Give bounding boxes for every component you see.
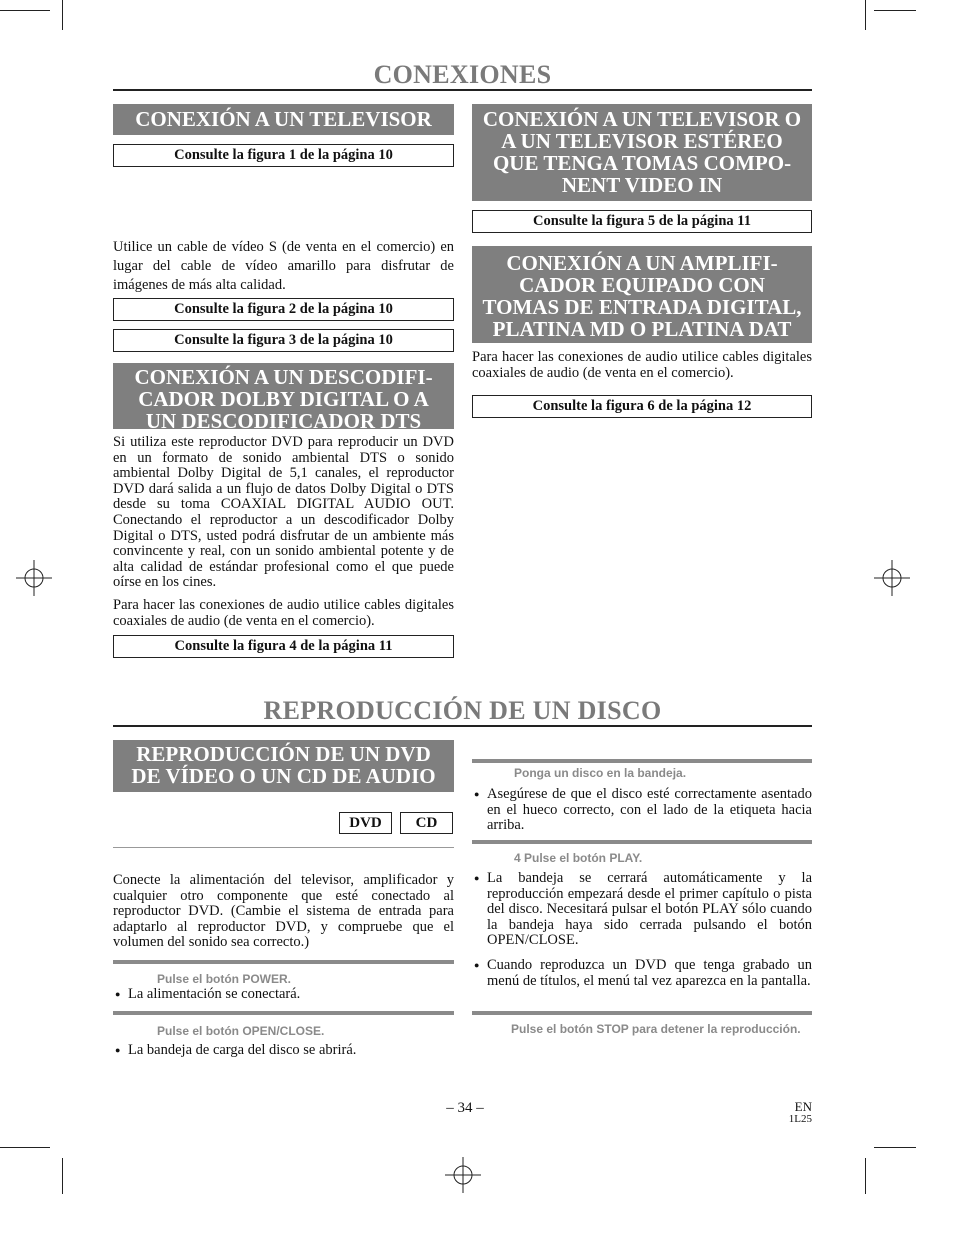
step-bar [472, 840, 812, 844]
figure-ref-1: Consulte la figura 1 de la página 10 [113, 144, 454, 167]
divider [113, 847, 454, 848]
step-4-bullet-1: ● La bandeja se cerrará automáticamente y la reproducción empezará desde el primer capítulo o pista del disco. Necesitará pulsar el botón PLAY sólo cuando la bandeja haya sido cerrada pulsando el botón OPEN/CLOSE. [474, 871, 812, 949]
figure-ref-2: Consulte la figura 2 de la página 10 [113, 298, 454, 321]
figure-ref-4: Consulte la figura 4 de la página 11 [113, 635, 454, 658]
section-heading-playback: REPRODUCCIÓN DE UN DVD DE VÍDEO O UN CD DE AUDIO [113, 740, 454, 792]
crop-mark [874, 10, 916, 11]
figure-ref-3: Consulte la figura 3 de la página 10 [113, 329, 454, 352]
section-heading-tv: CONEXIÓN A UN TELEVISOR [113, 104, 454, 135]
badge-dvd: DVD [339, 812, 392, 834]
page-title-reproduccion: REPRODUCCIÓN DE UN DISCO [263, 696, 662, 725]
step-3-bullet: ● Asegúrese de que el disco esté correctamente asentado en el hueco correcto, con el lado de la etiqueta hacia arriba. [474, 787, 812, 834]
step-bar [472, 1011, 812, 1015]
section-heading-component: CONEXIÓN A UN TELEVISOR O A UN TELEVISOR ESTÉREO QUE TENGA TOMAS COMPO-NENT VIDEO IN [472, 104, 812, 201]
model-code: 1L25 [788, 1113, 812, 1125]
registration-mark-bottom [443, 1155, 483, 1195]
step-bar [113, 960, 454, 964]
title-rule [113, 89, 812, 91]
language-code: EN [794, 1099, 812, 1114]
badge-cd: CD [400, 812, 453, 834]
figure-ref-5: Consulte la figura 5 de la página 11 [472, 210, 812, 233]
step-2-bullet: ● La bandeja de carga del disco se abrirá. [115, 1043, 454, 1059]
crop-mark [0, 10, 50, 11]
decoder-paragraph-1: Si utiliza este reproductor DVD para reproducir un DVD en un formato de sonido ambiental DTS o sonido ambiental Dolby Digital de 5,1 canales, el reproductor DVD dará salida a un flujo de datos Dolby Digital o DTS desde su toma COAXIAL DIGITAL AUDIO OUT. Conectando el reproductor a un descodificador Dolby Digital o DTS, usted podrá disfrutar de un ambiente más convincente y real, con un sonido ambiental potente y de alta calidad de estándar profesional como el que puede oírse en los cines. [113, 434, 454, 591]
svideo-paragraph: Utilice un cable de vídeo S (de venta en el comercio) en lugar del cable de vídeo amarillo para disfrutar de imágenes de más alta calidad. [113, 239, 454, 293]
decoder-paragraph-2: Para hacer las conexiones de audio utilice cables digitales coaxiales de audio (de venta en el comercio). [113, 597, 454, 629]
step-5-label: Pulse el botón STOP para detener la reproducción. [511, 1022, 801, 1036]
registration-mark-right [872, 558, 912, 598]
step-2-label: Pulse el botón OPEN/CLOSE. [157, 1024, 325, 1038]
step-bar [113, 1011, 454, 1015]
step-4-bullet-2: ● Cuando reproduzca un DVD que tenga grabado un menú de títulos, el menú tal vez aparezca en la pantalla. [474, 958, 812, 989]
page-number: – 34 – [446, 1100, 484, 1116]
title-rule [113, 725, 812, 727]
amplifier-paragraph: Para hacer las conexiones de audio utilice cables digitales coaxiales de audio (de venta en el comercio). [472, 349, 812, 381]
crop-mark [874, 1147, 916, 1148]
registration-mark-left [14, 558, 54, 598]
crop-mark [62, 1158, 63, 1194]
crop-mark [62, 0, 63, 30]
crop-mark [865, 0, 866, 30]
step-1-label: Pulse el botón POWER. [157, 972, 292, 986]
step-3-label: Ponga un disco en la bandeja. [514, 766, 687, 780]
crop-mark [865, 1158, 866, 1194]
playback-intro: Conecte la alimentación del televisor, amplificador y cualquier otro componente que esté conectado al reproductor DVD. (Cambie el sistema de entrada para adaptarlo al reproductor DVD, y compruebe que el volumen del sonido sea correcto.) [113, 872, 454, 951]
section-heading-decoder: CONEXIÓN A UN DESCODIFI-CADOR DOLBY DIGITAL O A UN DESCODIFICADOR DTS [113, 363, 454, 429]
crop-mark [0, 1147, 50, 1148]
page-title-conexiones: CONEXIONES [373, 60, 552, 89]
figure-ref-6: Consulte la figura 6 de la página 12 [472, 395, 812, 418]
section-heading-amplifier: CONEXIÓN A UN AMPLIFI-CADOR EQUIPADO CON TOMAS DE ENTRADA DIGITAL, PLATINA MD O PLATINA DAT [472, 246, 812, 343]
step-4-label: 4 Pulse el botón PLAY. [514, 851, 643, 865]
step-1-bullet: ● La alimentación se conectará. [115, 987, 454, 1003]
step-bar [472, 759, 812, 763]
